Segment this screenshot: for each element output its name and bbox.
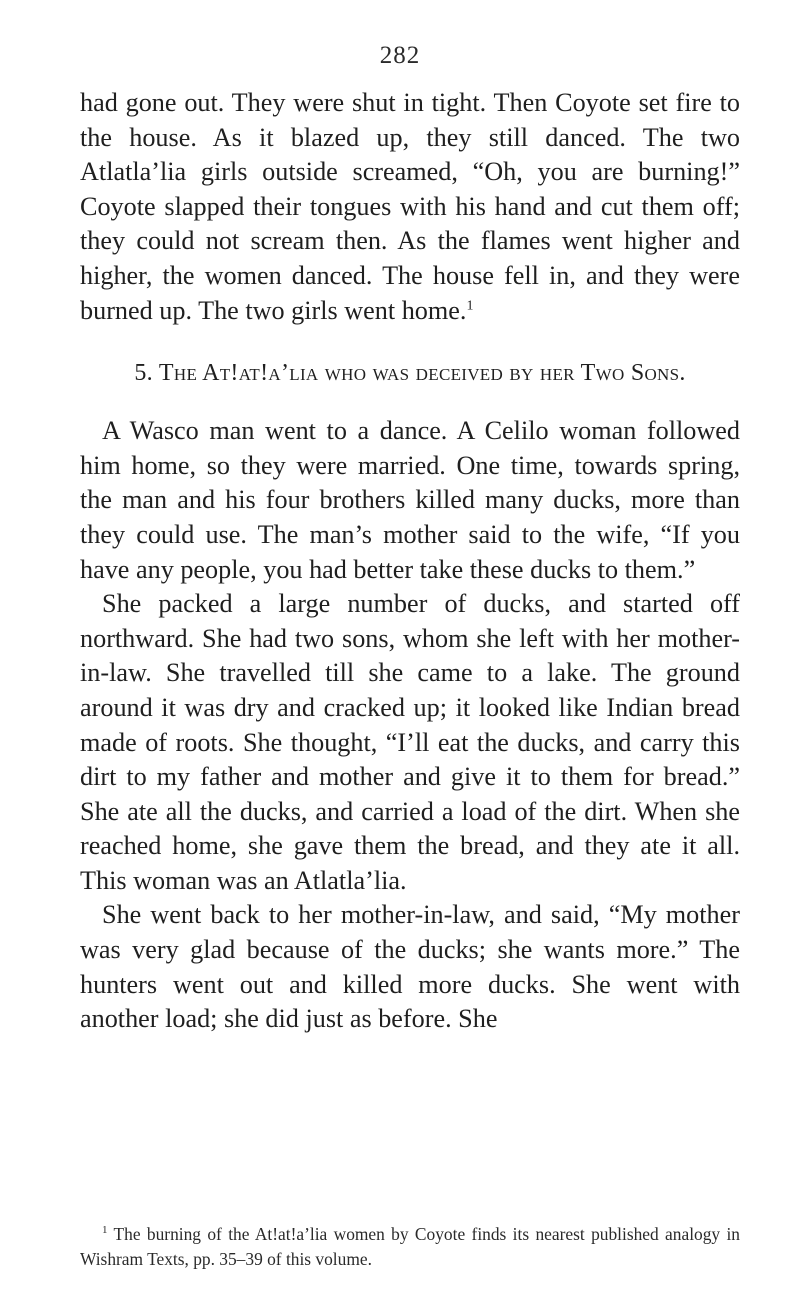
paragraph: A Wasco man went to a dance. A Celilo woman followed him home, so they were married. One time, towards spring, the man and his four brothers killed many ducks, more than they could use. The man’s mother said to the wife, “If you have any people, you had better take these ducks to them.”: [80, 416, 740, 584]
page-number: 282: [379, 42, 421, 69]
section-heading: [80, 356, 740, 390]
paragraph-continuation: [80, 86, 740, 328]
paragraph-text: had gone out. They were shut in tight. Then Coyote set fire to the house. As it blazed up, they still danced. The two Atlatla’lia girls outside screamed, “Oh, you are burning!” Coyote slapped their tongues with his hand and cut them off; they could not scream then. As the flames went higher and higher, the women danced. The house fell in, and they were burned up. The two girls went home.: [80, 88, 740, 325]
footnote: [80, 1222, 740, 1272]
footnote-text: The burning of the At!at!a’lia women by Coyote finds its nearest published analogy in Wishram Texts, pp. 35–39 of this volume.: [80, 1224, 740, 1269]
section-number: 5.: [134, 360, 153, 387]
paragraph: She packed a large number of ducks, and started off northward. She had two sons, whom she left with her mother-in-law. She travelled till she came to a lake. The ground around it was dry and cracked up; it looked like Indian bread made of roots. She thought, “I’ll eat the ducks, and carry this dirt to my father and mother and give it to them for bread.” She ate all the ducks, and carried a load of the dirt. When she reached home, she gave them the bread, and they ate it all. This woman was an Atlatla’lia.: [80, 589, 740, 895]
paragraph: She went back to her mother-in-law, and said, “My mother was very glad because of the ducks; she wants more.” The hunters went out and killed more ducks. She went with another load; she did just as before. She: [80, 900, 740, 1034]
section-title: The At!at!a’lia who was deceived by her Two Sons.: [158, 360, 686, 387]
footnote-reference: 1: [466, 297, 474, 313]
body-text: [80, 86, 740, 1037]
footnote-marker: 1: [102, 1224, 108, 1237]
